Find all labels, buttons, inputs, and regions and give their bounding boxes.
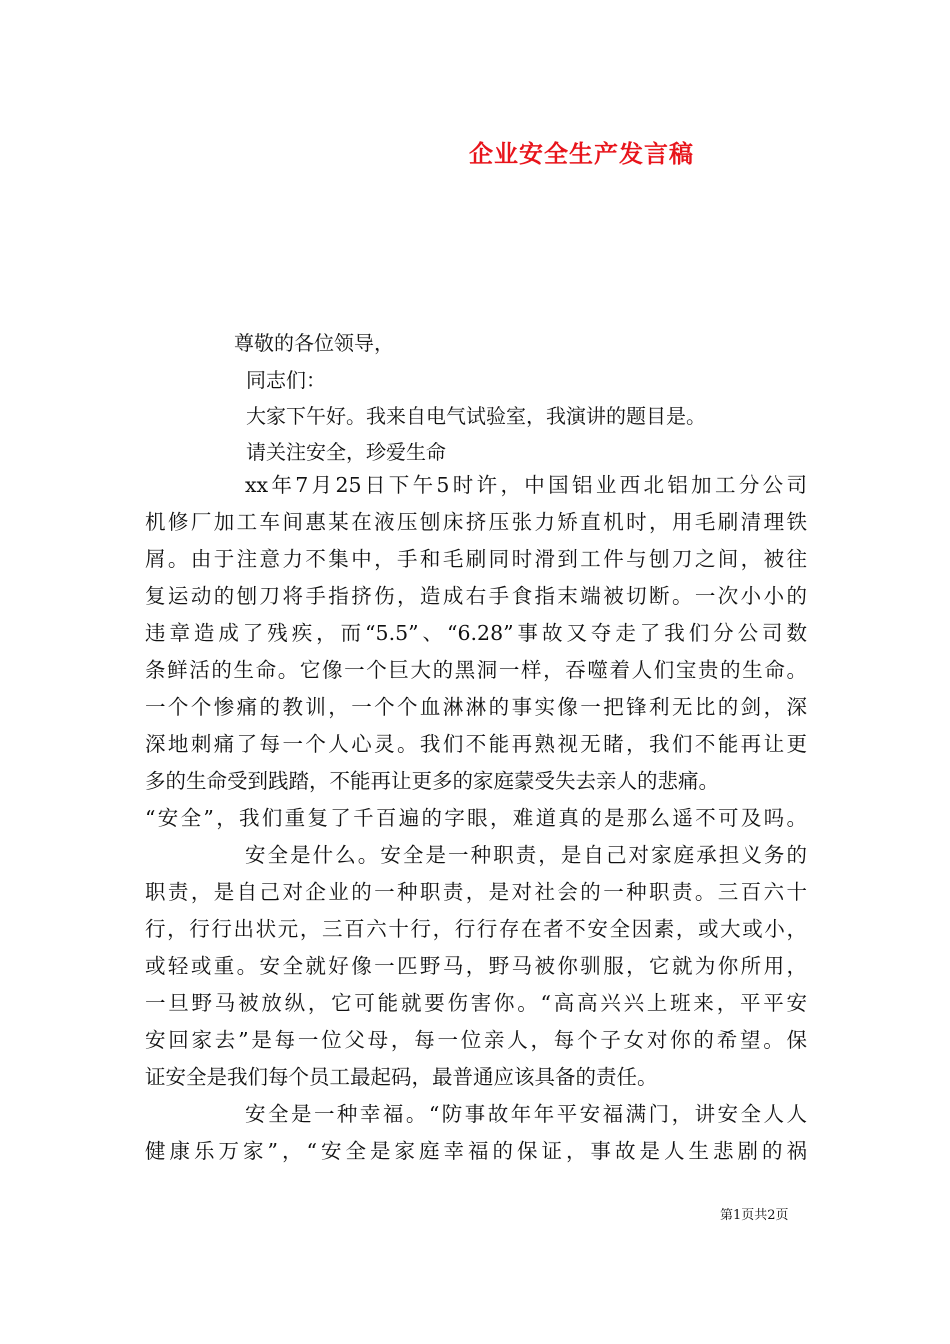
page-number: 第1页共2页 xyxy=(720,1208,789,1223)
salutation: 尊敬的各位领导， xyxy=(234,331,394,355)
text-line: 一旦野马被放纵，它可能就要伤害你。“高高兴兴上班来，平平安 xyxy=(145,991,807,1015)
text-line: xx年7月25日下午5时许，中国铝业西北铝加工分公司 xyxy=(245,473,807,497)
text-line: 多的生命受到践踏，不能再让更多的家庭蒙受失去亲人的悲痛。 xyxy=(145,769,719,793)
text-line: 违章造成了残疾，而“5.5”、“6.28”事故又夺走了我们分公司数 xyxy=(145,621,807,645)
text-line: 健康乐万家”，“安全是家庭幸福的保证，事故是人生悲剧的祸 xyxy=(145,1139,807,1163)
text-line: 行，行行出状元，三百六十行，行行存在者不安全因素，或大或小， xyxy=(145,917,807,941)
text-line: 屑。由于注意力不集中，手和毛刷同时滑到工件与刨刀之间，被往 xyxy=(145,547,807,571)
text-line: 安全是一种幸福。“防事故年年平安福满门，讲安全人人 xyxy=(245,1102,807,1126)
document-title: 企业安全生产发言稿 xyxy=(469,139,694,168)
document-body xyxy=(145,467,807,1170)
text-line: 条鲜活的生命。它像一个巨大的黑洞一样，吞噬着人们宝贵的生命。 xyxy=(145,658,807,682)
text-line: 安回家去”是每一位父母，每一位亲人，每个子女对你的希望。保 xyxy=(145,1028,807,1052)
text-line: 证安全是我们每个员工最起码，最普通应该具备的责任。 xyxy=(145,1065,658,1089)
text-line: 或轻或重。安全就好像一匹野马，野马被你驯服，它就为你所用， xyxy=(145,954,807,978)
text-line: 安全是什么。安全是一种职责，是自己对家庭承担义务的 xyxy=(245,843,807,867)
opening-line: 大家下午好。我来自电气试验室，我演讲的题目是。 xyxy=(246,404,706,428)
text-line: “安全”，我们重复了千百遍的字眼，难道真的是那么遥不可及吗。 xyxy=(145,806,807,830)
text-line: 复运动的刨刀将手指挤伤，造成右手食指末端被切断。一次小小的 xyxy=(145,584,807,608)
text-line: 一个个惨痛的教训，一个个血淋淋的事实像一把锋利无比的剑，深 xyxy=(145,695,807,719)
speech-topic: 请关注安全，珍爱生命 xyxy=(246,440,446,464)
text-line: 机修厂加工车间惠某在液压刨床挤压张力矫直机时，用毛刷清理铁 xyxy=(145,510,807,534)
salutation-comrades: 同志们： xyxy=(246,368,326,392)
text-line: 深地刺痛了每一个人心灵。我们不能再熟视无睹，我们不能再让更 xyxy=(145,732,807,756)
text-line: 职责，是自己对企业的一种职责，是对社会的一种职责。三百六十 xyxy=(145,880,807,904)
